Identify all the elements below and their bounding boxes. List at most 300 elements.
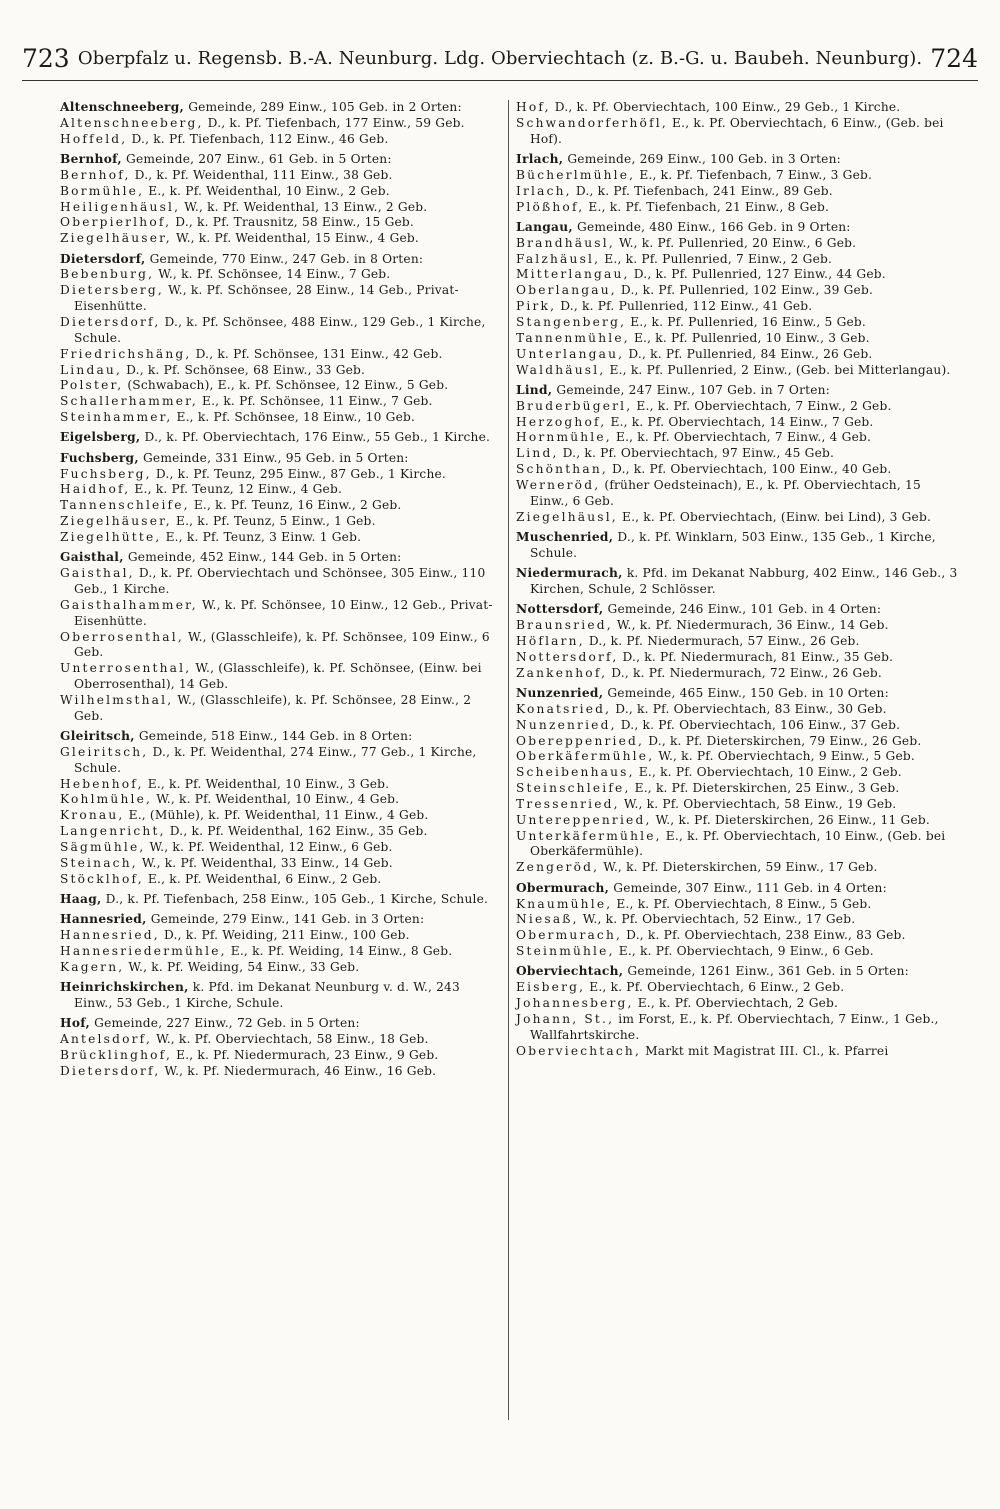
gemeinde-name: Obermurach, (516, 880, 610, 895)
place-details: E., k. Pf. Oberviechtach, (Einw. bei Lind), 3 Geb. (621, 509, 932, 524)
gemeinde-heading (516, 152, 958, 168)
place-name: Kagern, (60, 959, 125, 974)
place-details: D., k. Pf. Schönsee, 488 Einw., 129 Geb., 1 Kirche, Schule. (74, 314, 486, 345)
place-details: W., k. Pf. Oberviechtach, 9 Einw., 5 Geb. (658, 749, 915, 764)
gemeinde-details: Gemeinde, 480 Einw., 166 Geb. in 9 Orten: (577, 219, 851, 234)
place-name: Falzhäusl, (516, 251, 601, 266)
place-entry (516, 299, 958, 315)
place-name: Haidhof, (60, 482, 131, 497)
place-entry (60, 840, 500, 856)
place-details: W., k. Pf. Weidenthal, 33 Einw., 14 Geb. (141, 855, 393, 870)
place-name: Herzoghof, (516, 414, 607, 429)
place-name: Obermurach, (516, 928, 623, 943)
gemeinde-name: Heinrichskirchen, (60, 980, 189, 995)
gemeinde-group (60, 980, 500, 1012)
place-name: Brandhäusl, (516, 235, 615, 250)
gemeinde-details: Gemeinde, 465 Einw., 150 Geb. in 10 Orten: (607, 686, 889, 701)
place-entry (60, 347, 500, 363)
place-entry (516, 347, 958, 363)
place-details: W., k. Pf. Oberviechtach, 58 Einw., 19 Geb. (623, 796, 897, 811)
gemeinde-details: Gemeinde, 770 Einw., 247 Geb. in 8 Orten: (149, 251, 424, 266)
gemeinde-heading (516, 602, 958, 618)
gemeinde-heading (516, 530, 958, 562)
place-name: Eisberg, (516, 980, 586, 995)
place-entry (516, 100, 958, 116)
place-name: Hebenhof, (60, 776, 144, 791)
place-name: Friedrichshäng, (60, 346, 192, 361)
place-name: Fuchsberg, (60, 466, 152, 481)
gemeinde-details: Gemeinde, 331 Einw., 95 Geb. in 5 Orten: (142, 450, 409, 465)
gemeinde-details: Gemeinde, 1261 Einw., 361 Geb. in 5 Orten: (627, 964, 909, 979)
place-entry (516, 897, 958, 913)
place-name: Hoffeld, (60, 131, 128, 146)
place-entry (516, 446, 958, 462)
place-entry (60, 514, 500, 530)
place-name: Heiligenhäusl, (60, 199, 181, 214)
place-name: Altenschneeberg, (60, 115, 204, 130)
place-entry (60, 315, 500, 347)
place-details: D., k. Pf. Schönsee, 68 Einw., 33 Geb. (126, 362, 366, 377)
gemeinde-name: Bernhof, (60, 152, 122, 167)
place-details: D., k. Pf. Oberviechtach, 238 Einw., 83 Geb. (626, 928, 906, 943)
place-details: D., k. Pf. Oberviechtach, 83 Einw., 30 Geb. (615, 701, 887, 716)
place-details: W., k. Pf. Weiding, 54 Einw., 33 Geb. (128, 959, 360, 974)
place-details: D., k. Pf. Pullenried, 84 Einw., 26 Geb. (628, 346, 873, 361)
place-entry (516, 666, 958, 682)
gemeinde-details: Gemeinde, 246 Einw., 101 Geb. in 4 Orten: (607, 602, 882, 617)
place-details: E., k. Pf. Teunz, 16 Einw., 2 Geb. (193, 498, 402, 513)
header-title: Oberpfalz u. Regensb. B.-A. Neunburg. Ldg. Oberviechtach (z. B.-G. u. Baubeh. Neunburg). (77, 47, 923, 69)
place-entry (516, 996, 958, 1012)
place-name: Antelsdorf, (60, 1032, 153, 1047)
place-entry (60, 267, 500, 283)
place-name: Nottersdorf, (516, 649, 619, 664)
place-name: Oberkäfermühle, (516, 749, 655, 764)
place-details: D., k. Pf. Weiding, 211 Einw., 100 Geb. (163, 928, 410, 943)
column-divider (508, 100, 509, 1420)
gemeinde-name: Niedermurach, (516, 566, 623, 581)
place-name: Knaumühle, (516, 896, 613, 911)
place-name: Ziegelhäuser, (60, 514, 172, 529)
place-name: Tannenschleife, (60, 498, 190, 513)
place-entry (516, 829, 958, 861)
gemeinde-details: k. Pfd. im Dekanat Nabburg, 402 Einw., 146 Geb., 3 Kirchen, Schule, 2 Schlösser. (530, 566, 958, 596)
gemeinde-group (516, 964, 958, 1059)
gemeinde-details: Gemeinde, 452 Einw., 144 Geb. in 5 Orten: (127, 550, 402, 565)
place-entry (516, 944, 958, 960)
place-entry (516, 168, 958, 184)
place-entry (516, 315, 958, 331)
place-details: W., k. Pf. Schönsee, 10 Einw., 12 Geb., Privat-Eisenhütte. (74, 597, 493, 628)
place-details: E., k. Pf. Pullenried, 2 Einw., (Geb. bei Mitterlangau). (609, 362, 951, 377)
place-details: W., k. Pf. Niedermurach, 36 Einw., 14 Geb. (616, 618, 889, 633)
place-entry (516, 236, 958, 252)
right-column (516, 100, 958, 1059)
place-name: Hannesried, (60, 928, 160, 943)
place-details: D., k. Pf. Niedermurach, 72 Einw., 26 Geb. (611, 665, 882, 680)
place-details: W., k. Pf. Pullenried, 20 Einw., 6 Geb. (618, 235, 857, 250)
place-details: D., k. Pf. Tiefenbach, 241 Einw., 89 Geb. (575, 183, 833, 198)
gemeinde-group (60, 550, 500, 724)
gemeinde-group (60, 152, 500, 247)
place-name: Bücherlmühle, (516, 167, 636, 182)
place-details: W., k. Pf. Oberviechtach, 58 Einw., 18 Geb. (156, 1032, 429, 1047)
place-details: D., k. Pf. Weidenthal, 274 Einw., 77 Geb., 1 Kirche, Schule. (74, 744, 477, 775)
place-details: E., k. Pf. Teunz, 3 Einw. 1 Geb. (165, 529, 362, 544)
place-entry (60, 777, 500, 793)
gemeinde-name: Gleiritsch, (60, 729, 135, 744)
place-entry (60, 378, 500, 394)
place-name: Steinmühle, (516, 944, 615, 959)
place-details: E., k. Pf. Pullenried, 10 Einw., 3 Geb. (633, 330, 870, 345)
gemeinde-name: Nunzenried, (516, 686, 604, 701)
place-entry (516, 399, 958, 415)
place-details: D., k. Pf. Oberviechtach, 97 Einw., 45 Geb. (562, 446, 835, 461)
place-entry (516, 510, 958, 526)
place-entry (60, 1032, 500, 1048)
place-details: E., k. Pf. Oberviechtach, 6 Einw., 2 Geb. (589, 980, 845, 995)
gemeinde-group (516, 220, 958, 378)
gemeinde-name: Nottersdorf, (516, 602, 604, 617)
place-entry (60, 630, 500, 662)
gemeinde-group (60, 1016, 500, 1079)
place-name: Oberviechtach, (516, 1043, 642, 1058)
place-entry (60, 598, 500, 630)
place-entry (516, 765, 958, 781)
place-details: D., k. Pf. Niedermurach, 81 Einw., 35 Geb. (622, 649, 894, 664)
place-entry (60, 693, 500, 725)
place-details: W., k. Pf. Weidenthal, 12 Einw., 6 Geb. (149, 839, 393, 854)
place-details: E., k. Pf. Oberviechtach, 7 Einw., 2 Geb. (636, 398, 892, 413)
place-entry (60, 498, 500, 514)
place-entry (60, 808, 500, 824)
place-details: (Schwabach), E., k. Pf. Schönsee, 12 Einw., 5 Geb. (127, 378, 449, 393)
gemeinde-group (60, 912, 500, 975)
place-name: Tannenmühle, (516, 330, 630, 345)
place-entry (60, 1048, 500, 1064)
place-entry (60, 116, 500, 132)
place-details: E., k. Pf. Oberviechtach, 8 Einw., 5 Geb. (616, 896, 872, 911)
gemeinde-name: Muschenried, (516, 529, 614, 544)
place-name: Hannesriedermühle, (60, 944, 227, 959)
gemeinde-group (60, 892, 500, 908)
place-name: Brücklinghof, (60, 1048, 173, 1063)
place-entry (516, 797, 958, 813)
place-entry (516, 634, 958, 650)
place-name: Gleiritsch, (60, 744, 149, 759)
place-entry (516, 363, 958, 379)
place-entry (60, 231, 500, 247)
place-name: Steinschleife, (516, 781, 631, 796)
place-name: Nunzenried, (516, 717, 617, 732)
place-entry (60, 661, 500, 693)
place-name: Niesaß, (516, 912, 579, 927)
place-details: E., k. Pf. Oberviechtach, 14 Einw., 7 Geb. (610, 414, 874, 429)
gemeinde-name: Dietersdorf, (60, 251, 146, 266)
gemeinde-group (516, 530, 958, 562)
place-name: Mitterlangau, (516, 267, 630, 282)
place-name: Ziegelhütte, (60, 529, 162, 544)
place-name: Lindau, (60, 362, 123, 377)
gemeinde-name: Gaisthal, (60, 550, 124, 565)
place-entry (60, 184, 500, 200)
place-entry (60, 283, 500, 315)
place-details: E., k. Pf. Weidenthal, 10 Einw., 3 Geb. (147, 776, 390, 791)
place-entry (516, 928, 958, 944)
place-name: Plößhof, (516, 199, 585, 214)
place-details: W., k. Pf. Schönsee, 14 Einw., 7 Geb. (158, 267, 391, 282)
place-entry (516, 650, 958, 666)
place-details: (früher Oedsteinach), E., k. Pf. Oberviechtach, 15 Einw., 6 Geb. (530, 477, 921, 508)
place-name: Wilhelmsthal, (60, 692, 174, 707)
place-entry (60, 745, 500, 777)
gemeinde-heading (516, 964, 958, 980)
place-name: Oberlangau, (516, 283, 617, 298)
gemeinde-heading (60, 100, 500, 116)
place-name: Scheibenhaus, (516, 765, 635, 780)
gemeinde-heading (516, 686, 958, 702)
place-details: W., k. Pf. Niedermurach, 46 Einw., 16 Geb. (164, 1063, 437, 1078)
page-number-left: 723 (22, 43, 70, 73)
place-name: Untereppenried, (516, 812, 652, 827)
gemeinde-heading (516, 881, 958, 897)
place-details: E., k. Pf. Weidenthal, 10 Einw., 2 Geb. (148, 183, 390, 198)
gemeinde-heading (516, 566, 958, 598)
place-name: Werneröd, (516, 477, 601, 492)
left-column (60, 100, 500, 1080)
place-details: D., k. Pf. Schönsee, 131 Einw., 42 Geb. (195, 346, 443, 361)
place-entry (60, 363, 500, 379)
gemeinde-details: Gemeinde, 247 Einw., 107 Geb. in 7 Orten: (556, 382, 830, 397)
place-details: E., k. Pf. Niedermurach, 23 Einw., 9 Geb. (176, 1048, 439, 1063)
place-name: Braunsried, (516, 618, 613, 633)
place-details: D., k. Pf. Oberviechtach, 100 Einw., 40 Geb. (612, 462, 892, 477)
place-name: Ziegelhäusl, (516, 509, 618, 524)
gemeinde-name: Haag, (60, 892, 102, 906)
place-details: W., k. Pf. Weidenthal, 15 Einw., 4 Geb. (175, 231, 419, 246)
gemeinde-name: Altenschneeberg, (60, 100, 185, 114)
place-name: Bormühle, (60, 183, 145, 198)
place-name: Kronau, (60, 808, 125, 823)
gemeinde-name: Eigelsberg, (60, 430, 141, 445)
place-name: Höflarn, (516, 634, 585, 648)
place-name: Dietersdorf, (60, 1063, 161, 1078)
place-name: Waldhäusl, (516, 362, 606, 377)
place-details: D., k. Pf. Oberviechtach, 100 Einw., 29 Geb., 1 Kirche. (554, 100, 901, 114)
gemeinde-heading (60, 152, 500, 168)
place-details: E., k. Pf. Weidenthal, 6 Einw., 2 Geb. (147, 871, 382, 886)
place-entry (60, 1064, 500, 1080)
gemeinde-details: Gemeinde, 279 Einw., 141 Geb. in 3 Orten: (150, 912, 425, 927)
gemeinde-heading (516, 220, 958, 236)
place-details: D., k. Pf. Pullenried, 112 Einw., 41 Geb. (560, 299, 813, 314)
place-details: W., k. Pf. Weidenthal, 10 Einw., 4 Geb. (156, 792, 400, 807)
gemeinde-details: D., k. Pf. Oberviechtach, 176 Einw., 55 Geb., 1 Kirche. (144, 430, 491, 445)
place-details: D., k. Pf. Weidenthal, 162 Einw., 35 Geb. (169, 824, 428, 839)
gemeinde-details: Gemeinde, 269 Einw., 100 Geb. in 3 Orten: (567, 152, 841, 167)
place-entry (516, 813, 958, 829)
place-details: W., k. Pf. Oberviechtach, 52 Einw., 17 Geb. (582, 912, 856, 927)
gemeinde-group (60, 100, 500, 148)
place-entry (60, 394, 500, 410)
place-name: Pirk, (516, 299, 557, 314)
place-details: E., (Mühle), k. Pf. Weidenthal, 11 Einw., 4 Geb. (128, 808, 429, 823)
place-name: Hornmühle, (516, 430, 612, 445)
place-entry (516, 116, 958, 148)
gemeinde-group (60, 451, 500, 546)
place-details: D., k. Pf. Oberviechtach, 106 Einw., 37 Geb. (620, 717, 901, 732)
place-entry (516, 912, 958, 928)
place-name: Bebenburg, (60, 267, 155, 282)
place-entry (516, 283, 958, 299)
place-details: E., k. Pf. Oberviechtach, 9 Einw., 6 Geb. (618, 944, 874, 959)
place-name: Schwandorferhöfl, (516, 115, 668, 130)
gemeinde-name: Hof, (60, 1016, 91, 1031)
place-entry (516, 252, 958, 268)
place-entry (60, 856, 500, 872)
place-details: E., k. Pf. Tiefenbach, 21 Einw., 8 Geb. (588, 199, 830, 214)
place-name: Stangenberg, (516, 314, 627, 329)
place-name: Tressenried, (516, 796, 620, 811)
place-entry (516, 860, 958, 876)
place-name: Unterkäfermühle, (516, 828, 662, 843)
place-entry (516, 1044, 958, 1060)
gemeinde-group (516, 686, 958, 876)
place-details: Markt mit Magistrat III. Cl., k. Pfarrei (645, 1043, 889, 1058)
place-name: Obereppenried, (516, 733, 645, 748)
place-name: Dietersdorf, (60, 314, 161, 329)
place-entry (60, 482, 500, 498)
place-name: Oberpierlhof, (60, 215, 172, 230)
place-details: E., k. Pf. Weiding, 14 Einw., 8 Geb. (230, 944, 453, 959)
place-name: Johannesberg, (516, 996, 634, 1011)
gemeinde-name: Irlach, (516, 152, 564, 167)
place-name: Hof, (516, 100, 551, 114)
place-details: E., k. Pf. Oberviechtach, 6 Einw., (Geb. bei Hof). (530, 115, 944, 146)
place-name: Bernhof, (60, 167, 131, 182)
gemeinde-heading (60, 729, 500, 745)
place-entry (516, 718, 958, 734)
place-entry (516, 478, 958, 510)
gemeinde-details: k. Pfd. im Dekanat Neunburg v. d. W., 243 Einw., 53 Geb., 1 Kirche, Schule. (74, 980, 460, 1011)
gemeinde-heading (60, 550, 500, 566)
place-details: W., (Glasschleife), k. Pf. Schönsee, (Einw. bei Oberrosenthal), 14 Geb. (74, 661, 482, 692)
place-details: D., k. Pf. Oberviechtach und Schönsee, 305 Einw., 110 Geb., 1 Kirche. (74, 566, 486, 596)
place-details: W., k. Pf. Schönsee, 28 Einw., 14 Geb., Privat-Eisenhütte. (74, 283, 459, 314)
place-details: D., k. Pf. Tiefenbach, 177 Einw., 59 Geb. (207, 115, 465, 130)
place-name: Gaisthal, (60, 566, 135, 581)
gemeinde-heading (516, 383, 958, 399)
gemeinde-group (60, 729, 500, 887)
gemeinde-group (516, 100, 958, 148)
place-details: E., k. Pf. Teunz, 12 Einw., 4 Geb. (134, 482, 343, 497)
gemeinde-name: Oberviechtach, (516, 964, 624, 979)
place-details: W., (Glasschleife), k. Pf. Schönsee, 109 Einw., 6 Geb. (74, 629, 490, 660)
place-entry (60, 168, 500, 184)
place-name: Johann, St., (516, 1011, 615, 1026)
place-entry (60, 200, 500, 216)
gemeinde-details: D., k. Pf. Tiefenbach, 258 Einw., 105 Geb., 1 Kirche, Schule. (105, 892, 489, 906)
gemeinde-name: Hannesried, (60, 912, 147, 927)
place-details: W., k. Pf. Weidenthal, 13 Einw., 2 Geb. (184, 199, 428, 214)
running-header (22, 36, 978, 81)
page-number-right: 724 (930, 43, 978, 73)
place-entry (516, 462, 958, 478)
place-details: D., k. Pf. Weidenthal, 111 Einw., 38 Geb. (134, 167, 393, 182)
gemeinde-group (60, 430, 500, 446)
gemeinde-heading (60, 252, 500, 268)
gemeinde-group (60, 252, 500, 426)
place-entry (516, 1012, 958, 1044)
place-name: Steinach, (60, 855, 138, 870)
gemeinde-group (516, 383, 958, 526)
place-name: Lind, (516, 446, 559, 461)
place-entry (516, 415, 958, 431)
place-entry (516, 618, 958, 634)
gemeinde-details: Gemeinde, 207 Einw., 61 Geb. in 5 Orten: (126, 152, 392, 167)
place-details: E., k. Pf. Oberviechtach, 2 Geb. (637, 996, 839, 1011)
place-entry (516, 430, 958, 446)
place-details: E., k. Pf. Oberviechtach, 10 Einw., 2 Geb. (638, 765, 902, 780)
place-entry (516, 734, 958, 750)
place-name: Ziegelhäuser, (60, 231, 172, 246)
place-details: D., k. Pf. Tiefenbach, 112 Einw., 46 Geb. (131, 131, 389, 146)
gemeinde-group (516, 602, 958, 681)
place-entry (60, 566, 500, 598)
place-details: D., k. Pf. Pullenried, 127 Einw., 44 Geb. (633, 267, 886, 282)
place-name: Gaisthalhammer, (60, 597, 198, 612)
gemeinde-heading (60, 892, 500, 908)
place-details: W., k. Pf. Dieterskirchen, 59 Einw., 17 Geb. (603, 860, 878, 875)
place-name: Steinhammer, (60, 410, 173, 425)
place-details: D., k. Pf. Pullenried, 102 Einw., 39 Geb. (620, 283, 874, 298)
place-details: E., k. Pf. Pullenried, 7 Einw., 2 Geb. (604, 251, 833, 266)
place-name: Schönthan, (516, 462, 608, 477)
place-name: Polster, (60, 378, 124, 393)
place-name: Bruderbügerl, (516, 398, 633, 413)
place-name: Zengeröd, (516, 860, 600, 875)
place-entry (60, 944, 500, 960)
place-entry (516, 702, 958, 718)
gemeinde-group (516, 881, 958, 960)
gemeinde-heading (60, 430, 500, 446)
place-details: E., k. Pf. Dieterskirchen, 25 Einw., 3 Geb. (634, 781, 900, 796)
place-details: E., k. Pf. Schönsee, 18 Einw., 10 Geb. (176, 410, 416, 425)
gemeinde-heading (60, 912, 500, 928)
place-entry (60, 872, 500, 888)
place-name: Kohlmühle, (60, 792, 153, 807)
place-entry (60, 410, 500, 426)
place-details: W., k. Pf. Dieterskirchen, 26 Einw., 11 Geb. (655, 812, 930, 827)
place-details: D., k. Pf. Dieterskirchen, 79 Einw., 26 Geb. (648, 733, 922, 748)
place-entry (516, 749, 958, 765)
place-name: Dietersberg, (60, 283, 164, 298)
place-entry (516, 331, 958, 347)
place-name: Sägmühle, (60, 839, 146, 854)
gemeinde-heading (60, 451, 500, 467)
place-details: E., k. Pf. Pullenried, 16 Einw., 5 Geb. (630, 314, 866, 329)
place-entry (60, 132, 500, 148)
place-entry (516, 781, 958, 797)
place-entry (60, 530, 500, 546)
gemeinde-details: Gemeinde, 518 Einw., 144 Geb. in 8 Orten: (138, 729, 413, 744)
place-name: Stöcklhof, (60, 871, 144, 886)
place-details: E., k. Pf. Oberviechtach, 10 Einw., (Geb. bei Oberkäfermühle). (530, 828, 946, 859)
gemeinde-name: Lind, (516, 382, 553, 397)
place-details: E., k. Pf. Schönsee, 11 Einw., 7 Geb. (202, 394, 433, 409)
place-entry (60, 824, 500, 840)
place-name: Unterrosenthal, (60, 661, 192, 676)
